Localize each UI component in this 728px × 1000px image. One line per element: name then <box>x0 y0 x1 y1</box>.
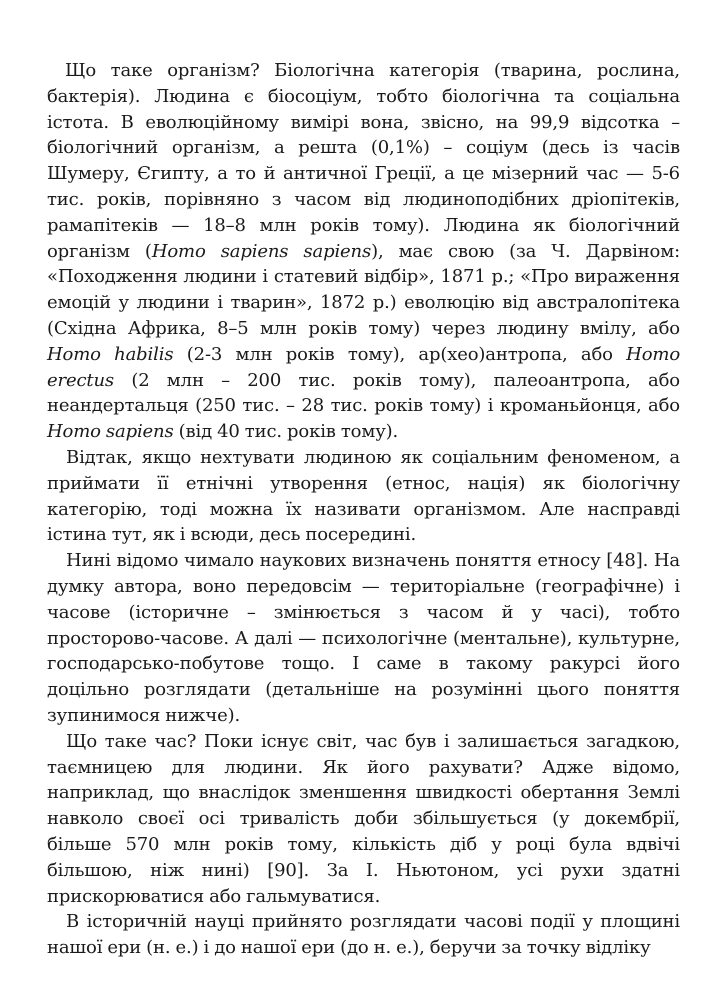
species-name-homo-erectus: Homo erectus <box>47 343 681 391</box>
paragraph-organism-text-3: (2-3 млн років тому), ар(хео)антропа, або <box>173 343 627 365</box>
species-name-homo-habilis: Homo habilis <box>47 343 174 365</box>
paragraph-organism-text-4: (2 млн – 200 тис. років тому), палеоантропа, або неандертальця (250 тис. – 28 тис. років тому) і кроманьйонця, або <box>47 369 680 417</box>
species-name-homo-sapiens: Homo sapiens <box>47 421 174 443</box>
paragraph-organism-text-5: (від 40 тис. років тому). <box>173 421 399 443</box>
paragraph-organism-text-2: ), має свою (за Ч. Дарвіном: «Походження людини і статевий відбір», 1871 р.; «Про вираження емоцій у людини і тварин», 1872 р.) еволюцію від австралопітека (Східна Африка, 8–5 млн років тому) через людину вмілу, або <box>47 240 680 339</box>
body-text <box>47 58 680 961</box>
paragraph-organism <box>47 58 680 445</box>
paragraph-ethnos-definition: Нині відомо чимало наукових визначень поняття етносу [48]. На думку автора, воно передовсім — територіальне (географічне) і часове (історичне – змінюється з часом й у часі), тобто просторово-часове. А далі — психологічне (ментальне), культурне, господарсько-побутове тощо. І саме в такому ракурсі його доцільно розглядати (детальніше на розумінні цього поняття зупинимося нижче). <box>47 550 680 726</box>
paragraph-what-is-time: Що таке час? Поки існує світ, час був і залишається загадкою, таємницею для людини. Як його рахувати? Адже відомо, наприклад, що внаслідок зменшення швидкості обертання Землі навколо своєї осі тривалість доби збільшується (у докембрії, більше 570 млн років тому, кількість діб у році була вдвічі більшою, ніж нині) [90]. За І. Ньютоном, усі рухи здатні прискорюватися або гальмуватися. <box>47 730 680 907</box>
paragraph-historical-chronology: В історичній науці прийнято розглядати часові події у площині нашої ери (н. е.) і до нашої ери (до н. е.), беручи за точку відліку <box>47 911 680 959</box>
paragraph-organism-text-1: Що таке організм? Біологічна категорія (тварина, рослина, бактерія). Людина є біосоціум, тобто біологічна та соціальна істота. В еволюційному вимірі вона, звісно, на 99,9 відсотка – біологічний організм, а решта (0,1%) – соціум (десь із часів Шумеру, Єгипту, а то й античної Греції, а це мізерний час — 5-6 тис. років, порівняно з часом від людиноподібних дріопітеків, рамапітеків — 18–8 млн років тому). Людина як біологічний організм ( <box>47 60 680 262</box>
paragraph-ethnos-category: Відтак, якщо нехтувати людиною як соціальним феноменом, а приймати її етнічні утворення (етнос, нація) як біологічну категорію, тоді можна їх називати організмом. Але насправді істина тут, як і всюди, десь посередині. <box>47 446 680 546</box>
species-name-homo-sapiens-sapiens: Homo sapiens sapiens <box>151 240 372 262</box>
